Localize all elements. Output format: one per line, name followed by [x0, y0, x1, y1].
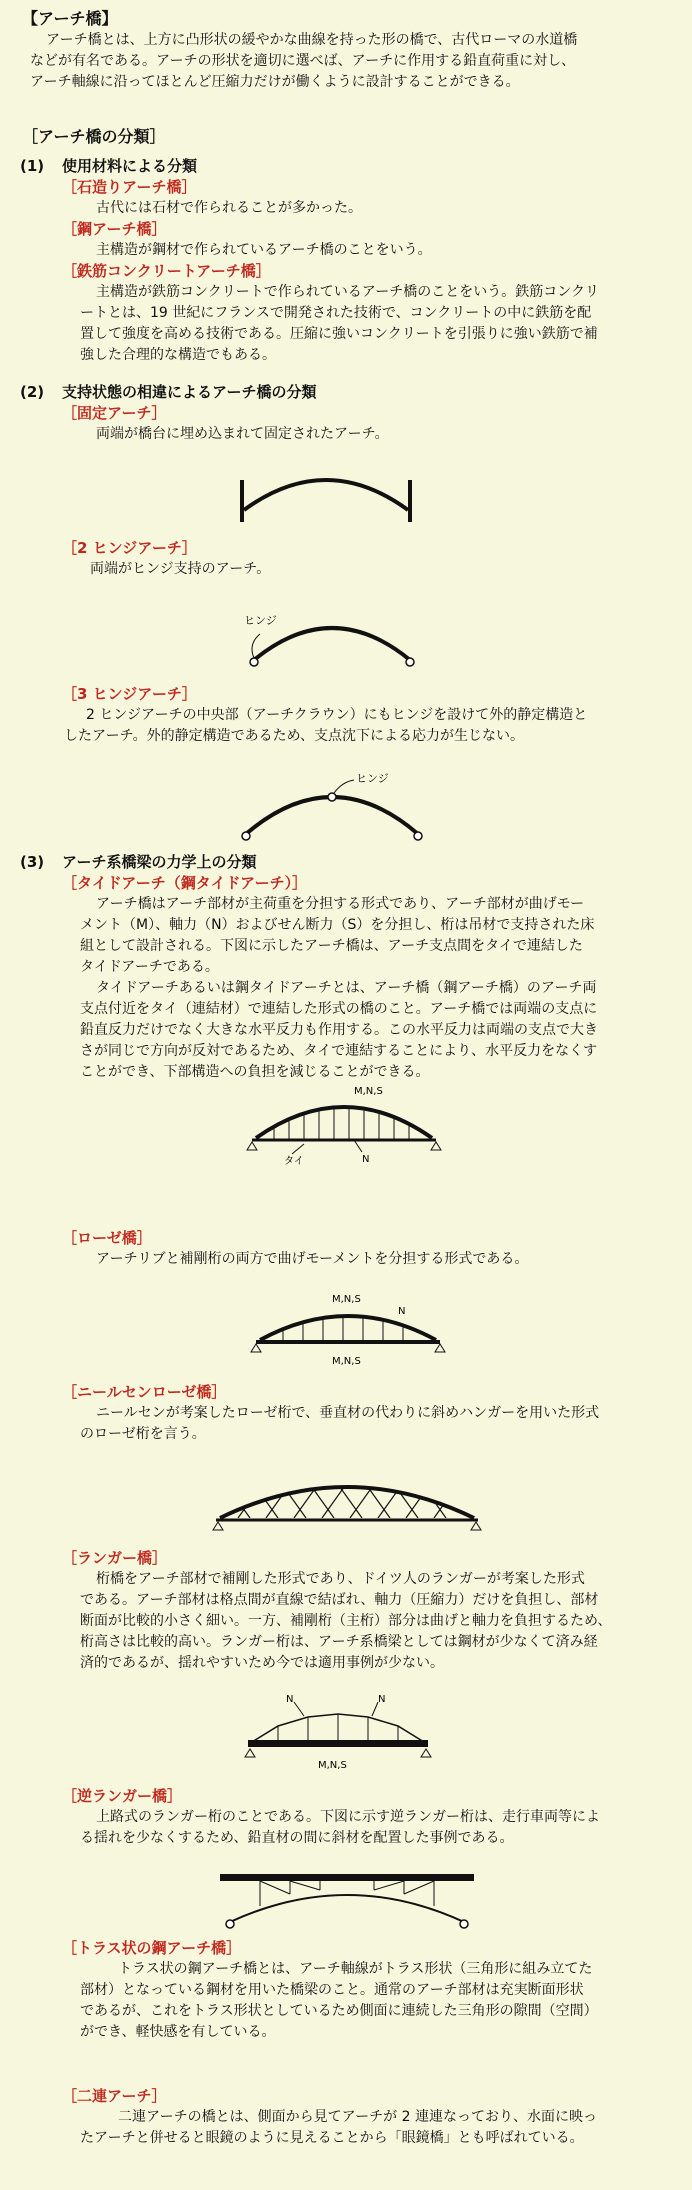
classification-heading [0, 126, 692, 148]
tie-label: タイ [284, 1156, 304, 1166]
body-line: メント（M）、軸力（N）およびせん断力（S）を分担し、桁は吊材で支持された床 [80, 917, 595, 933]
section-number: (1) [20, 157, 45, 175]
body-line: であるが、これをトラス形状としているため側面に連続した三角形の隙間（空間） [80, 2003, 598, 2019]
body-line: る揺れを少なくするため、鉛直材の間に斜材を配置した事例である。 [80, 1830, 514, 1846]
body-line: 強した合理的な構造でもある。 [80, 347, 276, 363]
intro-line: アーチ橋とは、上方に凸形状の緩やかな曲線を持った形の橋で、古代ローマの水道橋 [46, 32, 578, 48]
reverse-langer-block [0, 1786, 692, 1849]
body-line: 二連アーチの橋とは、側面から見てアーチが 2 連連なっており、水面に映っ [118, 2109, 597, 2125]
three-hinge-arch-diagram [232, 762, 432, 848]
page-title: 【アーチ橋】 [22, 9, 118, 28]
nielsen-block [0, 1382, 692, 1445]
nielsen-lohse-diagram [210, 1462, 484, 1536]
body-line: 両端がヒンジ支持のアーチ。 [90, 561, 271, 577]
mns-bottom-label: M,N,S [332, 1356, 361, 1367]
body-line: たアーチと併せると眼鏡のように見えることから「眼鏡橋」とも呼ばれている。 [80, 2130, 584, 2146]
body-line: ニールセンが考案したローゼ桁で、垂直材の代わりに斜めハンガーを用いた形式 [96, 1405, 600, 1421]
n-label: N [362, 1154, 370, 1165]
subsection-tag: ［2 ヒンジアーチ］ [62, 539, 197, 557]
langer-diagram [238, 1690, 438, 1774]
two-hinge-block [0, 538, 692, 580]
hinge-label: ヒンジ [244, 614, 277, 627]
truss-arch-block [0, 1938, 692, 2043]
body-line: さが同じで方向が反対であるため、タイで連結することにより、水平反力をなくす [80, 1043, 598, 1059]
section-mechanics [0, 852, 692, 1083]
body-line: タイドアーチあるいは鋼タイドアーチとは、アーチ橋（鋼アーチ橋）のアーチ両 [96, 980, 597, 996]
subsection-tag: ［ニールセンローゼ橋］ [62, 1383, 227, 1401]
body-line: 支点付近をタイ（連結材）で連結した形式の橋のこと。アーチ橋では両端の支点に [80, 1001, 598, 1017]
body-line: 部材）となっている鋼材を用いた橋梁のこと。通常のアーチ部材は充実断面形状 [80, 1982, 584, 1998]
lohse-block [0, 1228, 692, 1270]
section-heading: アーチ系橋梁の力学上の分類 [62, 853, 257, 871]
body-line: ートとは、19 世紀にフランスで開発された技術で、コンクリートの中に鉄筋を配 [80, 305, 592, 321]
section-heading: 使用材料による分類 [62, 157, 198, 175]
mns-label: M,N,S [354, 1086, 383, 1097]
mns-top-label: M,N,S [332, 1294, 361, 1305]
intro-block [0, 8, 692, 93]
section-heading: 支持状態の相違によるアーチ橋の分類 [62, 383, 317, 401]
lohse-diagram [248, 1288, 448, 1370]
body-line: タイドアーチである。 [80, 959, 219, 975]
body-line: ができ、軽快感を有している。 [80, 2024, 276, 2040]
subsection-tag: ［鋼アーチ橋］ [62, 220, 167, 238]
body-line: 鉛直反力だけでなく大きな水平反力も作用する。この水平反力は両端の支点で大き [80, 1022, 598, 1038]
double-arch-block [0, 2086, 692, 2149]
subsection-tag: ［タイドアーチ（鋼タイドアーチ）］ [62, 874, 308, 892]
body-line: ことができ、下部構造への負担を減じることができる。 [80, 1064, 430, 1080]
hinge-label: ヒンジ [356, 772, 389, 785]
fixed-arch-diagram [232, 460, 422, 530]
intro-line: などが有名である。アーチの形状を適切に選べば、アーチに作用する鉛直荷重に対し、 [30, 53, 576, 69]
section-number: (3) [20, 853, 45, 871]
body-line: 古代には石材で作られることが多かった。 [96, 200, 362, 216]
body-line: したアーチ。外的静定構造であるため、支点沈下による応力が生じない。 [64, 728, 525, 744]
section-materials [0, 156, 692, 366]
body-line: 組として設計される。下図に示したアーチ橋は、アーチ支点間をタイで連結した [80, 938, 583, 954]
reverse-langer-diagram [210, 1862, 484, 1932]
three-hinge-block [0, 684, 692, 747]
section-support [0, 382, 692, 445]
body-line: トラス状の鋼アーチ橋とは、アーチ軸線がトラス形状（三角形に組み立てた [118, 1961, 593, 1977]
body-line: 断面が比較的小さく細い。一方、補剛桁（主桁）部分は曲げと軸力を負担するため、 [80, 1613, 612, 1629]
subsection-tag: ［石造りアーチ橋］ [62, 178, 197, 196]
subsection-tag: ［二連アーチ］ [62, 2087, 167, 2105]
body-line: 済的であるが、揺れやすいため今では適用事例が少ない。 [80, 1655, 444, 1671]
body-line: である。アーチ部材は格点間が直線で結ばれ、軸力（圧縮力）だけを負担し、部材 [80, 1592, 599, 1608]
subsection-tag: ［トラス状の鋼アーチ橋］ [62, 1939, 242, 1957]
subsection-tag: ［ランガー橋］ [62, 1549, 168, 1567]
body-line: 上路式のランガー桁のことである。下図に示す逆ランガー桁は、走行車両等によ [96, 1809, 600, 1825]
section-number: (2) [20, 383, 45, 401]
subsection-tag: ［固定アーチ］ [62, 404, 167, 422]
body-line: のローゼ桁を言う。 [80, 1426, 206, 1442]
two-hinge-arch-diagram [240, 588, 420, 678]
subsection-tag: ［鉄筋コンクリートアーチ橋］ [62, 262, 271, 280]
n-label: N [398, 1306, 406, 1317]
langer-block [0, 1548, 692, 1674]
section-title: ［アーチ橋の分類］ [22, 127, 166, 146]
body-line: 桁橋をアーチ部材で補剛した形式であり、ドイツ人のランガーが考案した形式 [96, 1571, 585, 1587]
intro-line: アーチ軸線に沿ってほとんど圧縮力だけが働くように設計することができる。 [30, 74, 520, 90]
mns-label: M,N,S [318, 1760, 347, 1771]
body-line: アーチリブと補剛桁の両方で曲げモーメントを分担する形式である。 [96, 1251, 529, 1267]
tied-arch-diagram [244, 1082, 444, 1166]
body-line: 置して強度を高める技術である。圧縮に強いコンクリートを引張りに強い鉄筋で補 [80, 326, 598, 342]
body-line: 桁高さは比較的高い。ランガー桁は、アーチ系橋梁としては鋼材が少なくて済み経 [80, 1634, 598, 1650]
body-line: 両端が橋台に埋め込まれて固定されたアーチ。 [96, 426, 389, 442]
subsection-tag: ［3 ヒンジアーチ］ [62, 685, 197, 703]
subsection-tag: ［逆ランガー橋］ [62, 1787, 183, 1805]
subsection-tag: ［ローゼ橋］ [62, 1229, 152, 1247]
n-left-label: N [286, 1694, 294, 1705]
body-line: 主構造が鋼材で作られているアーチ橋のことをいう。 [96, 242, 432, 258]
body-line: 主構造が鉄筋コンクリートで作られているアーチ橋のことをいう。鉄筋コンクリ [96, 284, 600, 300]
body-line: アーチ橋はアーチ部材が主荷重を分担する形式であり、アーチ部材が曲げモー [96, 896, 585, 912]
body-line: 2 ヒンジアーチの中央部（アーチクラウン）にもヒンジを設けて外的静定構造と [86, 707, 588, 723]
n-right-label: N [378, 1694, 386, 1705]
